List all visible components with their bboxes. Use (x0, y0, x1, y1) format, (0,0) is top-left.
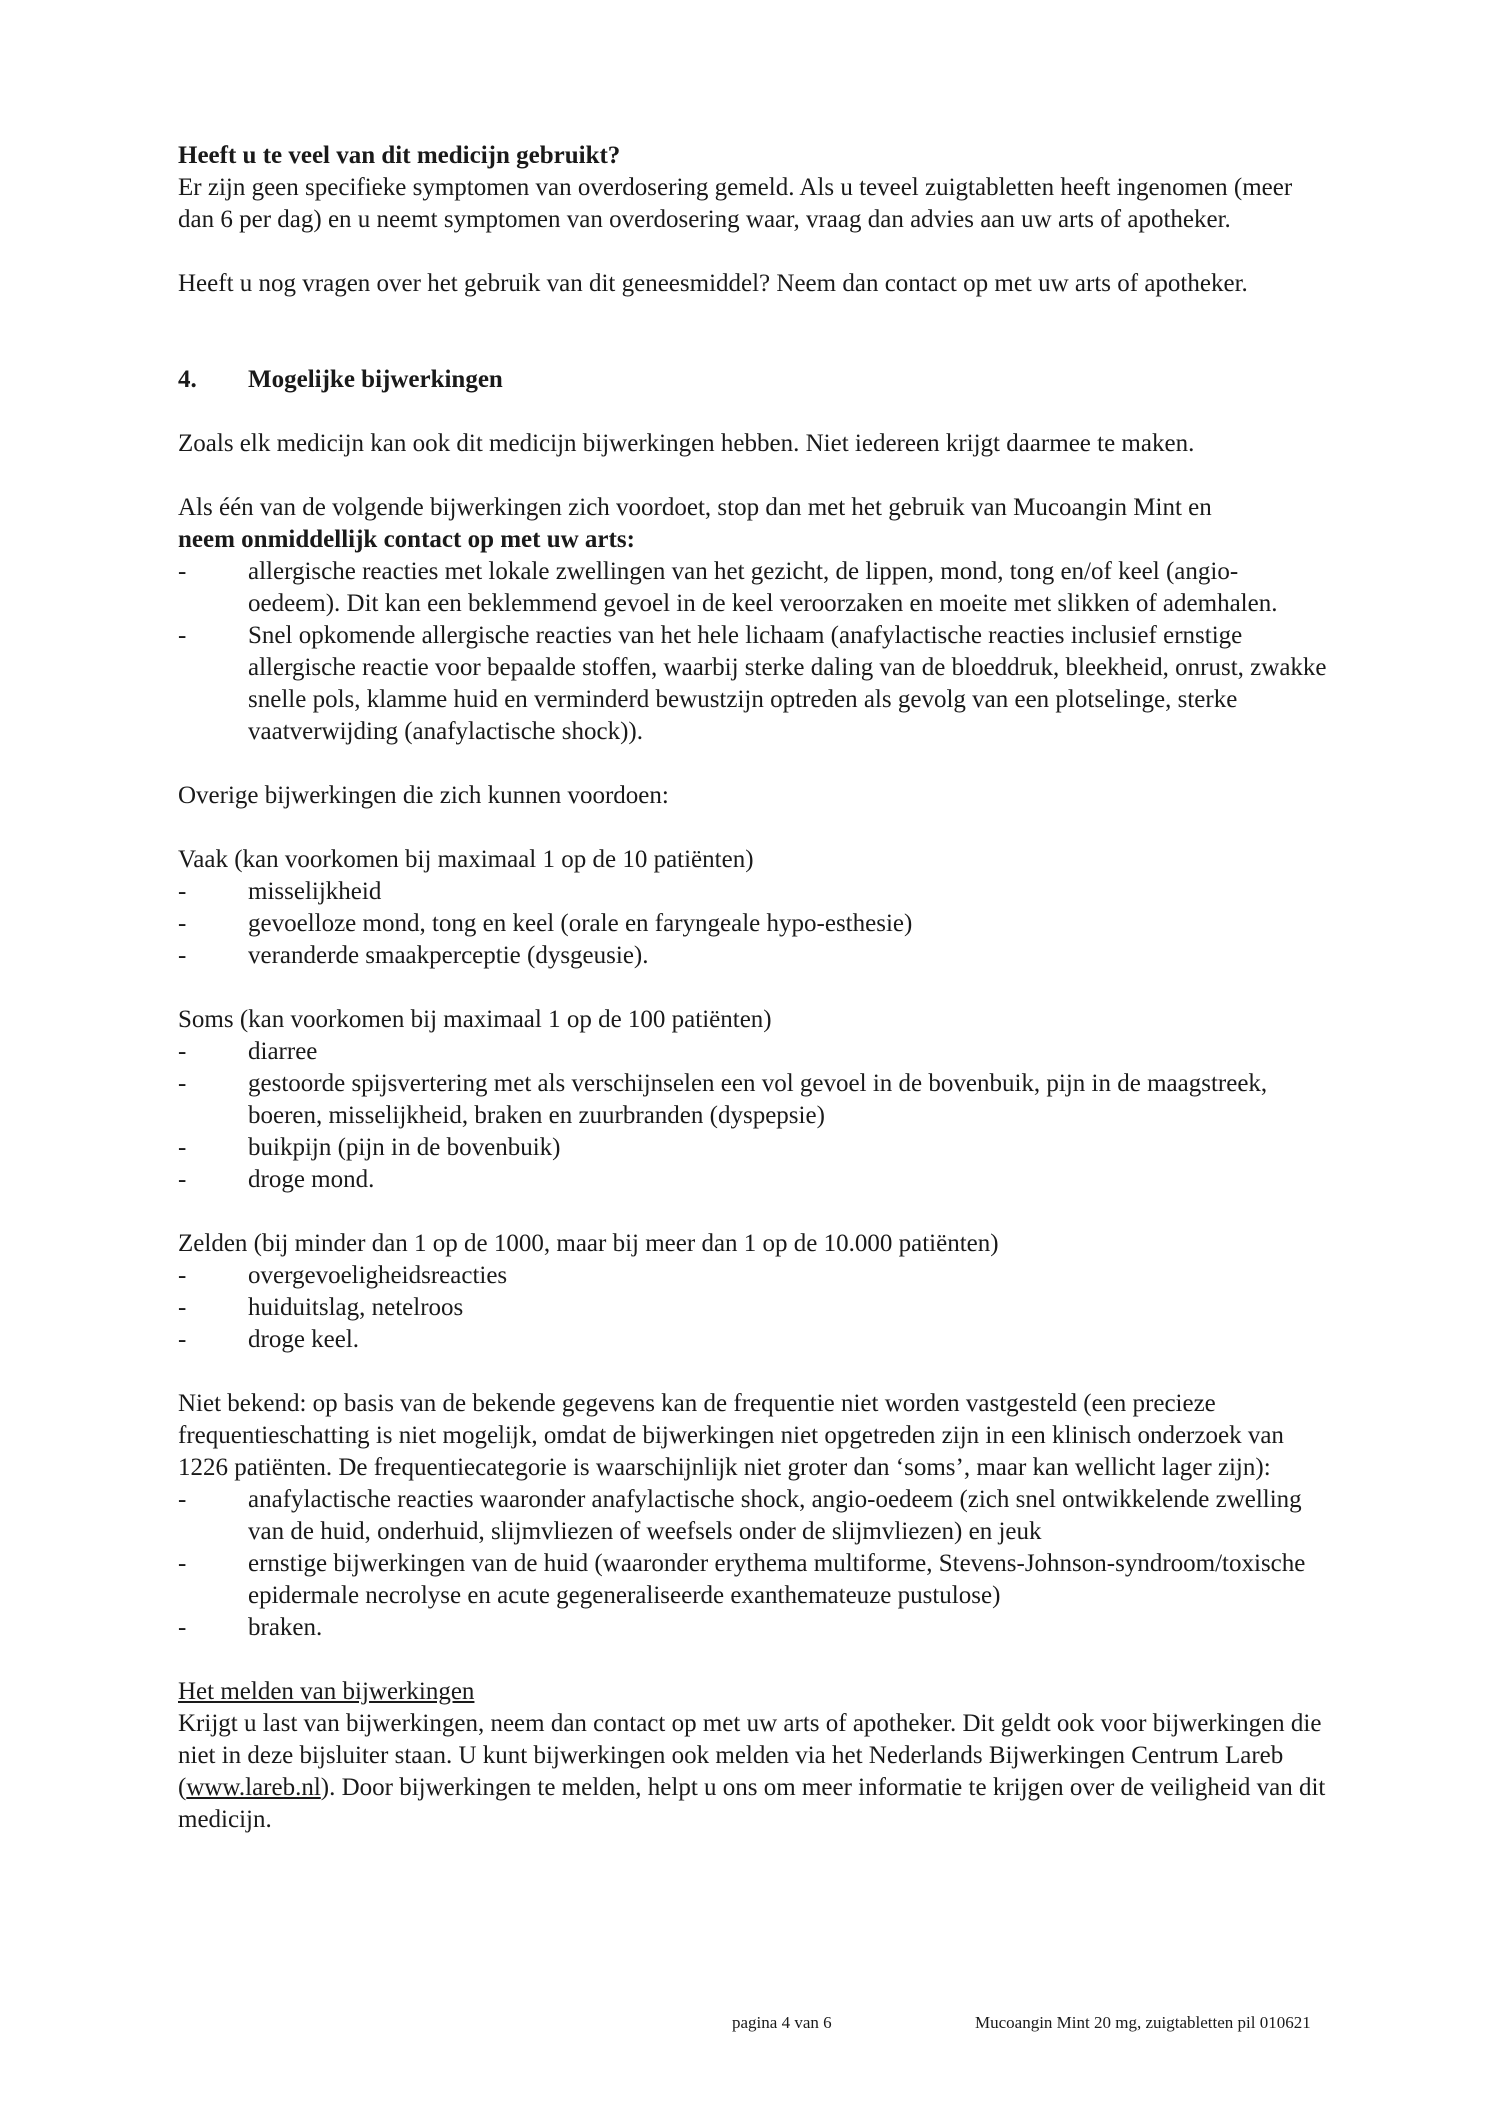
list-item: - ernstige bijwerkingen van de huid (waaronder erythema multiforme, Stevens-Johnson-syndroom/toxische epidermale necrolyse en acute gegeneraliseerde exanthemateuze pustulose) (178, 1550, 1306, 1609)
common-list (178, 876, 1328, 972)
list-item: - diarree (178, 1038, 318, 1065)
reporting-text: Krijgt u last van bijwerkingen, neem dan contact op met uw arts of apotheker. Dit geldt ook voor bijwerkingen die niet in deze bijsluiter staan. U kunt bijwerkingen ook melden via het Nederlands Bijwerkingen Centrum Lareb (www.lareb.nl). Door bijwerkingen te melden, helpt u ons om meer informatie te krijgen over de veiligheid van dit medicijn. (178, 1710, 1326, 1833)
other-intro: Overige bijwerkingen die zich kunnen voordoen: (178, 782, 669, 809)
stop-instruction (178, 492, 1328, 556)
list-item: - allergische reacties met lokale zwellingen van het gezicht, de lippen, mond, tong en/of keel (angio-oedeem). Dit kan een beklemmend gevoel in de keel veroorzaken en moeite met slikken of ademhalen. (178, 558, 1278, 617)
list-item: - gestoorde spijsvertering met als verschijnselen een vol gevoel in de bovenbuik, pijn in de maagstreek, boeren, misselijkheid, braken en zuurbranden (dyspepsie) (178, 1070, 1268, 1129)
side-effects-intro: Zoals elk medicijn kan ook dit medicijn bijwerkingen hebben. Niet iedereen krijgt daarmee te maken. (178, 430, 1195, 457)
stop-text: Als één van de volgende bijwerkingen zich voordoet, stop dan met het gebruik van Mucoangin Mint en (178, 494, 1212, 521)
section-heading (178, 364, 1328, 396)
list-item: - overgevoeligheidsreacties (178, 1262, 508, 1289)
reporting-heading: Het melden van bijwerkingen (178, 1678, 475, 1705)
stop-bold: neem onmiddellijk contact op met uw arts: (178, 526, 635, 553)
section-title: Mogelijke bijwerkingen (248, 366, 503, 393)
list-item: - gevoelloze mond, tong en keel (orale en faryngeale hypo-esthesie) (178, 910, 913, 937)
list-item: - huiduitslag, netelroos (178, 1294, 464, 1321)
product-label: Mucoangin Mint 20 mg, zuigtabletten pil 010621 (975, 2013, 1311, 2032)
list-item: - buikpijn (pijn in de bovenbuik) (178, 1134, 561, 1161)
lareb-link[interactable]: www.lareb.nl (186, 1774, 321, 1801)
unknown-list (178, 1484, 1328, 1644)
section-number: 4. (178, 366, 197, 393)
list-item: - braken. (178, 1614, 323, 1641)
overdose-heading: Heeft u te veel van dit medicijn gebruikt? (178, 142, 621, 169)
uncommon-list (178, 1036, 1328, 1196)
overdose-text: Er zijn geen specifieke symptomen van overdosering gemeld. Als u teveel zuigtabletten heeft ingenomen (meer dan 6 per dag) en u neemt symptomen van overdosering waar, vraag dan advies aan uw arts of apotheker. (178, 174, 1293, 233)
list-item: - Snel opkomende allergische reacties van het hele lichaam (anafylactische reacties inclusief ernstige allergische reactie voor bepaalde stoffen, waarbij sterke daling van de bloeddruk, bleekheid, onrust, zwakke snelle pols, klamme huid en verminderd bewustzijn optreden als gevolg van een plotselinge, sterke vaatverwijding (anafylactische shock)). (178, 622, 1327, 745)
uncommon-label: Soms (kan voorkomen bij maximaal 1 op de 100 patiënten) (178, 1006, 772, 1033)
page-number: pagina 4 van 6 (732, 2013, 832, 2032)
list-item: - droge keel. (178, 1326, 360, 1353)
list-item: - veranderde smaakperceptie (dysgeusie). (178, 942, 649, 969)
leaflet-page (178, 140, 1328, 1836)
serious-list (178, 556, 1328, 748)
questions-text: Heeft u nog vragen over het gebruik van dit geneesmiddel? Neem dan contact op met uw arts of apotheker. (178, 270, 1248, 297)
list-item: - misselijkheid (178, 878, 382, 905)
rare-list (178, 1260, 1328, 1356)
unknown-label: Niet bekend: op basis van de bekende gegevens kan de frequentie niet worden vastgesteld (een precieze frequentieschatting is niet mogelijk, omdat de bijwerkingen niet opgetreden zijn in een klinisch onderzoek van 1226 patiënten. De frequentiecategorie is waarschijnlijk niet groter dan ‘soms’, maar kan wellicht lager zijn): (178, 1390, 1284, 1481)
common-label: Vaak (kan voorkomen bij maximaal 1 op de 10 patiënten) (178, 846, 754, 873)
rare-label: Zelden (bij minder dan 1 op de 1000, maar bij meer dan 1 op de 10.000 patiënten) (178, 1230, 999, 1257)
list-item: - droge mond. (178, 1166, 375, 1193)
list-item: - anafylactische reacties waaronder anafylactische shock, angio-oedeem (zich snel ontwikkelende zwelling van de huid, onderhuid, slijmvliezen of weefsels onder de slijmvliezen) en jeuk (178, 1486, 1302, 1545)
